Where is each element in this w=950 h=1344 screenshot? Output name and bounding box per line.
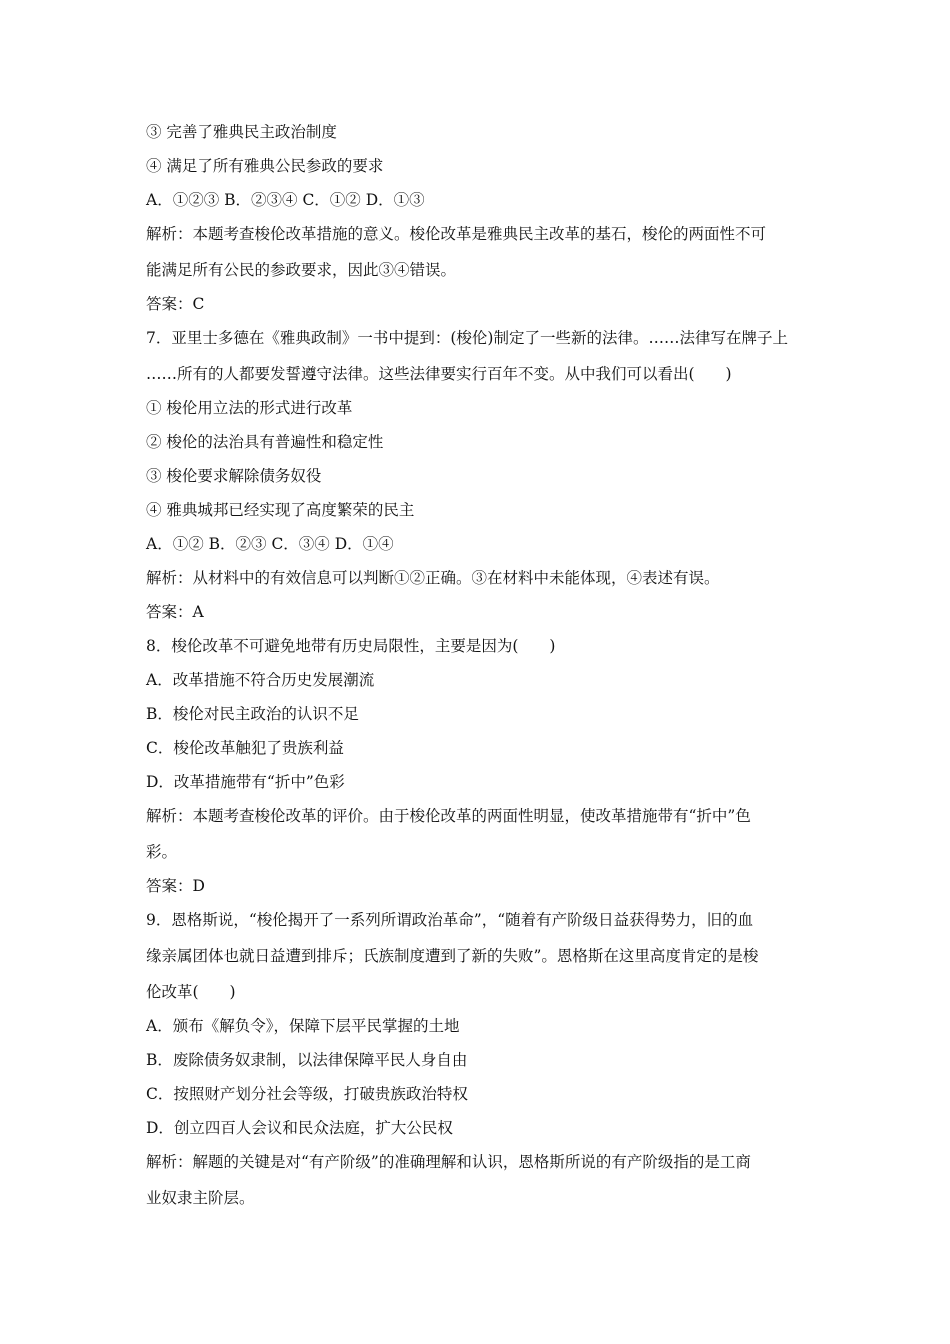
explanation-line: 解析：解题的关键是对“有产阶级”的准确理解和认识，恩格斯所说的有产阶级指的是工商 [146,1153,751,1171]
explanation-line: 解析：本题考查梭伦改革措施的意义。梭伦改革是雅典民主改革的基石，梭伦的两面性不可 [146,225,767,243]
explanation-line: 能满足所有公民的参政要求，因此③④错误。 [146,261,457,279]
explanation-line: 解析：从材料中的有效信息可以判断①②正确。③在材料中未能体现，④表述有误。 [146,569,720,587]
answer-choices: A．①②③ B．②③④ C．①② D．①③ [146,191,425,209]
explanation-line: 解析：本题考查梭伦改革的评价。由于梭伦改革的两面性明显，使改革措施带有“折中”色 [146,807,751,825]
option-line: C．按照财产划分社会等级，打破贵族政治特权 [146,1085,468,1103]
option-line: A．颁布《解负令》，保障下层平民掌握的土地 [146,1017,460,1035]
option-line: ③ 完善了雅典民主政治制度 [146,123,337,141]
answer-line: 答案：C [146,295,205,313]
option-line: D．创立四百人会议和民众法庭，扩大公民权 [146,1119,453,1137]
question-line: 缘亲属团体也就日益遭到排斥；氏族制度遭到了新的失败”。恩格斯在这里高度肯定的是梭 [146,947,759,965]
option-line: B．废除债务奴隶制，以法律保障平民人身自由 [146,1051,468,1069]
document-page [146,122,808,1208]
option-line: ① 梭伦用立法的形式进行改革 [146,399,353,417]
option-line: D．改革措施带有“折中”色彩 [146,773,345,791]
question-line: 伦改革( ) [146,983,236,1001]
option-line: ③ 梭伦要求解除债务奴役 [146,467,322,485]
question-line: ……所有的人都要发誓遵守法律。这些法律要实行百年不变。从中我们可以看出( ) [146,365,732,383]
question-line: 9．恩格斯说，“梭伦揭开了一系列所谓政治革命”，“随着有产阶级日益获得势力，旧的血 [146,911,754,929]
question-line: 7．亚里士多德在《雅典政制》一书中提到：(梭伦)制定了一些新的法律。……法律写在牌子上 [146,329,788,347]
option-line: ④ 满足了所有雅典公民参政的要求 [146,157,384,175]
explanation-line: 彩。 [146,843,178,861]
answer-choices: A．①② B．②③ C．③④ D．①④ [146,535,394,553]
option-line: ④ 雅典城邦已经实现了高度繁荣的民主 [146,501,415,519]
answer-line: 答案：D [146,877,205,895]
option-line: ② 梭伦的法治具有普遍性和稳定性 [146,433,384,451]
option-line: A．改革措施不符合历史发展潮流 [146,671,375,689]
option-line: B．梭伦对民主政治的认识不足 [146,705,359,723]
option-line: C．梭伦改革触犯了贵族利益 [146,739,344,757]
answer-line: 答案：A [146,603,204,621]
explanation-line: 业奴隶主阶层。 [146,1189,255,1207]
question-line: 8．梭伦改革不可避免地带有历史局限性，主要是因为( ) [146,637,556,655]
